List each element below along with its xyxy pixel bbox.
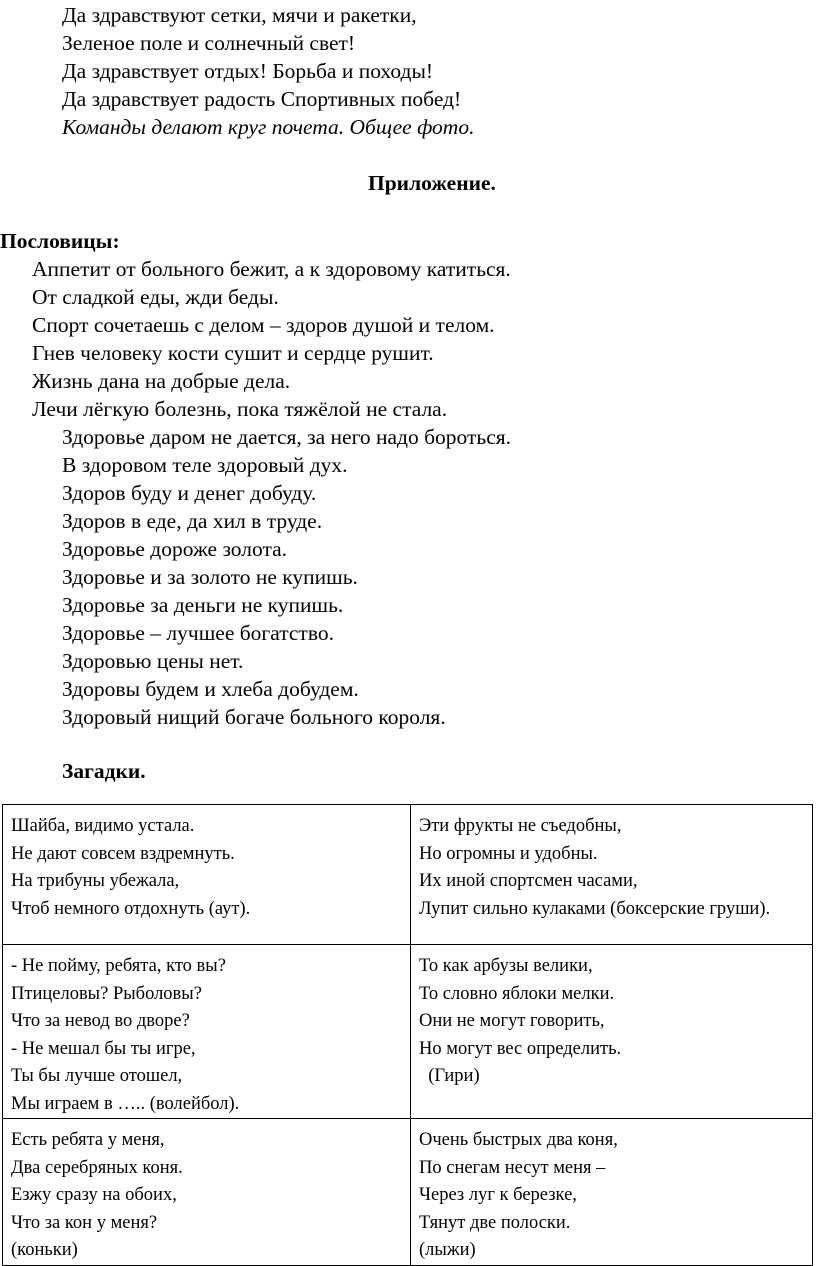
poem-line: Да здравствуют сетки, мячи и ракетки, xyxy=(62,3,417,27)
riddle-line: Не дают совсем вздремнуть. xyxy=(11,843,235,864)
proverb: Спорт сочетаешь с делом – здоров душой и телом. xyxy=(32,313,495,337)
riddle-line: Что за кон у меня? xyxy=(11,1212,158,1233)
riddle-cell xyxy=(3,1119,411,1266)
riddle-line: Но могут вес определить. xyxy=(419,1038,622,1059)
proverb: Здоровье за деньги не купишь. xyxy=(62,593,344,617)
riddle-cell xyxy=(3,805,411,945)
proverbs-title: Пословицы: xyxy=(0,229,120,253)
riddle-answer: (Гири) xyxy=(419,1066,480,1086)
riddles-title: Загадки. xyxy=(62,759,146,783)
riddle-cell xyxy=(411,1119,813,1266)
appendix-title: Приложение. xyxy=(368,171,496,195)
riddle-line: Очень быстрых два коня, xyxy=(419,1130,618,1150)
riddle-cell xyxy=(411,945,813,1119)
table-row xyxy=(3,945,813,1119)
riddle-line: То как арбузы велики, xyxy=(419,956,593,976)
riddle-answer: (коньки) xyxy=(11,1240,78,1260)
proverb: В здоровом теле здоровый дух. xyxy=(62,453,348,477)
riddle-line: Есть ребята у меня, xyxy=(11,1130,165,1150)
proverb: Здоровье – лучшее богатство. xyxy=(62,621,334,645)
riddle-line: Но огромны и удобны. xyxy=(419,843,598,864)
riddle-line: Лупит сильно кулаками (боксерские груши). xyxy=(419,898,771,919)
proverb: От сладкой еды, жди беды. xyxy=(32,285,279,309)
proverb: Здоровье и за золото не купишь. xyxy=(62,565,358,589)
poem-line: Да здравствует радость Спортивных побед! xyxy=(62,87,462,111)
riddle-line: На трибуны убежала, xyxy=(11,871,180,891)
riddle-line: Эти фрукты не съедобны, xyxy=(419,816,622,836)
proverb: Здоровье дороже золота. xyxy=(62,537,288,561)
proverb: Жизнь дана на добрые дела. xyxy=(32,369,291,393)
riddle-answer: (лыжи) xyxy=(419,1240,476,1260)
proverb: Гнев человеку кости сушит и сердце рушит. xyxy=(32,341,434,365)
riddle-line: Чтоб немного отдохнуть (аут). xyxy=(11,898,251,919)
riddle-line: Тянут две полоски. xyxy=(419,1212,571,1233)
riddle-line: Они не могут говорить, xyxy=(419,1011,605,1031)
riddle-line: - Не пойму, ребята, кто вы? xyxy=(11,956,226,976)
riddle-line: Птицеловы? Рыболовы? xyxy=(11,983,202,1004)
riddle-line: Шайба, видимо устала. xyxy=(11,816,195,836)
proverb: Здоровы будем и хлеба добудем. xyxy=(62,677,359,701)
proverb: Здоров буду и денег добуду. xyxy=(62,481,317,505)
riddle-line: Мы играем в ….. (волейбол). xyxy=(11,1093,240,1114)
table-row xyxy=(3,805,813,945)
riddle-line: То словно яблоки мелки. xyxy=(419,983,615,1004)
riddles-table xyxy=(2,804,813,1266)
riddle-cell xyxy=(411,805,813,945)
proverb: Аппетит от больного бежит, а к здоровому катиться. xyxy=(32,257,511,281)
riddle-line: Что за невод во дворе? xyxy=(11,1011,190,1031)
riddle-line: По снегам несут меня – xyxy=(419,1157,606,1178)
riddle-line: Их иной спортсмен часами, xyxy=(419,871,638,891)
poem-line: Да здравствует отдых! Борьба и походы! xyxy=(62,59,434,83)
proverb: Здоров в еде, да хил в труде. xyxy=(62,509,323,533)
riddle-line: Езжу сразу на обоих, xyxy=(11,1185,177,1205)
table-row xyxy=(3,1119,813,1266)
riddle-line: Через луг к березке, xyxy=(419,1185,577,1205)
stage-direction: Команды делают круг почета. Общее фото. xyxy=(62,115,475,139)
proverb: Здоровый нищий богаче больного короля. xyxy=(62,705,446,729)
riddle-line: Ты бы лучше отошел, xyxy=(11,1066,183,1086)
proverb: Здоровье даром не дается, за него надо бороться. xyxy=(62,425,512,449)
riddle-cell xyxy=(3,945,411,1119)
riddle-line: Два серебряных коня. xyxy=(11,1157,183,1178)
riddle-line: - Не мешал бы ты игре, xyxy=(11,1038,196,1059)
proverb: Здоровью цены нет. xyxy=(62,649,244,673)
proverb: Лечи лёгкую болезнь, пока тяжёлой не стала. xyxy=(32,397,448,421)
poem-line: Зеленое поле и солнечный свет! xyxy=(62,31,356,55)
